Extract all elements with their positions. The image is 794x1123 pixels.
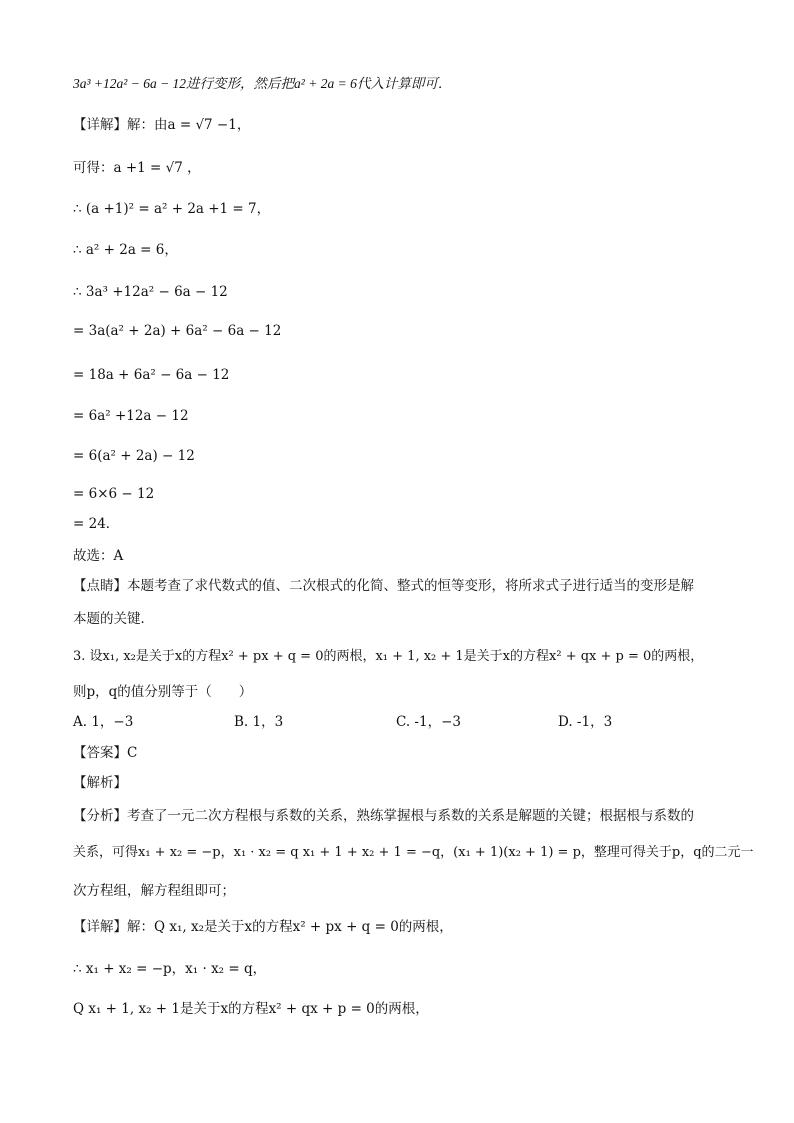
text-line: 3a³ +12a² − 6a − 12进行变形，然后把a² + 2a = 6代入计算即可． xyxy=(73,76,452,91)
text-line: 可得：a +1 = √7 ， xyxy=(73,160,201,176)
question-stem: 则p，q的值分别等于（ ） xyxy=(73,684,253,700)
option-d: D. -1，3 xyxy=(558,714,613,730)
text-line: 【详解】解：Q x₁, x₂是关于x的方程x² + px + q = 0的两根， xyxy=(73,919,453,935)
text-line: 关系，可得x₁ + x₂ = −p，x₁ · x₂ = q x₁ + 1 + x₂ + 1 = −q，(x₁ + 1)(x₂ + 1) = p，整理可得关于p，q的二元一 xyxy=(73,845,754,860)
text-line: 【点睛】本题考查了求代数式的值、二次根式的化简、整式的恒等变形，将所求式子进行适当的变形是解 xyxy=(73,578,694,594)
text-line: = 6(a² + 2a) − 12 xyxy=(73,448,195,464)
text-line: 本题的关键． xyxy=(73,611,154,627)
text-line: ∴ x₁ + x₂ = −p，x₁ · x₂ = q， xyxy=(73,961,267,977)
option-c: C. -1，−3 xyxy=(396,714,461,730)
text-line: 次方程组，解方程组即可； xyxy=(73,883,235,899)
analysis-heading: 【解析】 xyxy=(73,775,127,791)
option-a: A. 1，−3 xyxy=(73,714,134,730)
text-line: = 18a + 6a² − 6a − 12 xyxy=(73,367,230,383)
question-stem: 3. 设x₁, x₂是关于x的方程x² + px + q = 0的两根，x₁ + 1, x₂ + 1是关于x的方程x² + qx + p = 0的两根， xyxy=(73,649,704,664)
option-b: B. 1，3 xyxy=(234,714,284,730)
text-line: ∴ 3a³ +12a² − 6a − 12 xyxy=(73,284,228,300)
text-line: = 3a(a² + 2a) + 6a² − 6a − 12 xyxy=(73,323,282,339)
text-line: = 6×6 − 12 xyxy=(73,486,155,502)
text-line: = 24． xyxy=(73,516,120,532)
text-line: 【详解】解：由a = √7 −1， xyxy=(73,117,251,133)
text-line: 故选：A xyxy=(73,548,124,564)
text-line: ∴ (a +1)² = a² + 2a +1 = 7， xyxy=(73,201,271,217)
text-line: 【分析】考查了一元二次方程根与系数的关系，熟练掌握根与系数的关系是解题的关键；根据根与系数的 xyxy=(73,808,694,824)
text-line: Q x₁ + 1, x₂ + 1是关于x的方程x² + qx + p = 0的两根， xyxy=(73,1001,429,1017)
text-line: ∴ a² + 2a = 6， xyxy=(73,242,178,258)
answer-label: 【答案】C xyxy=(73,745,138,761)
text-line: = 6a² +12a − 12 xyxy=(73,408,189,424)
